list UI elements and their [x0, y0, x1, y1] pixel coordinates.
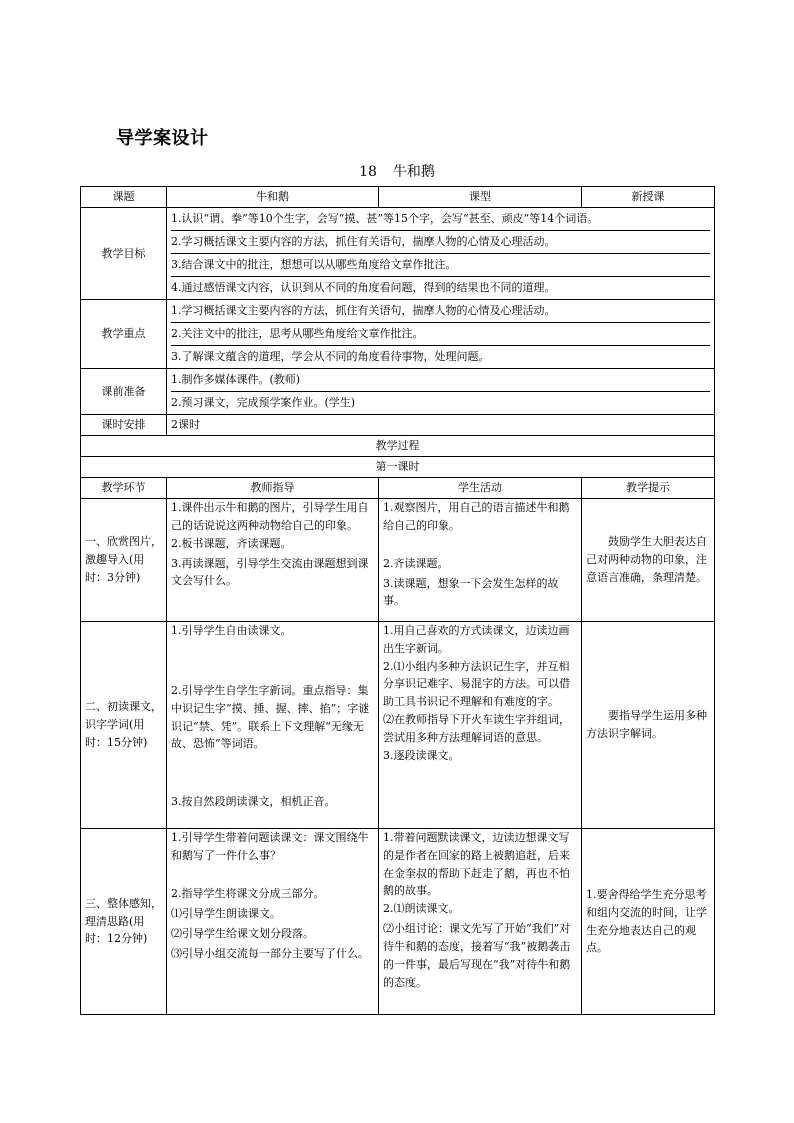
teacher-guidance: [167, 499, 379, 622]
student-activity: [379, 829, 582, 1015]
teacher-item: 2.指导学生将课文分成三部分。: [171, 886, 325, 900]
teaching-tip: 鼓励学生大胆表达自己对两种动物的印象，注意语言准确，条理清楚。: [582, 499, 715, 622]
student-item: 1.用自己喜欢的方式读课文，边读边画出生字新词。: [383, 624, 570, 655]
header-student: 学生活动: [379, 478, 582, 499]
header-tip: 教学提示: [582, 478, 715, 499]
header-teacher: 教师指导: [167, 478, 379, 499]
goals-cell: [167, 208, 715, 300]
student-activity: [379, 622, 582, 829]
student-activity: [379, 499, 582, 622]
student-item: 3.读课题，想象一下会发生怎样的故事。: [383, 576, 559, 608]
step-name: 二、初读课文，识字学词(用时：15分钟): [81, 622, 167, 829]
step-name: 三、整体感知，理清思路(用时：12分钟): [81, 829, 167, 1015]
teacher-guidance: [167, 622, 379, 829]
lesson-name: 牛和鹅: [392, 164, 435, 180]
student-item: 1.带着问题默读课文，边读边想课文写的是作者在回家的路上被鹅追赶，后来在金奎叔的帮助下赶走了鹅，再也不怕鹅的故事。: [383, 831, 570, 898]
goal-item: 4.通过感悟课文内容，认识到从不同的角度看问题，得到的结果也不同的道理。: [171, 281, 556, 294]
student-item: ⑵小组讨论：课文先写了开始“我们”对待牛和鹅的态度，接着写“我”被鹅袭击的一件事，最后写现在“我”对待牛和鹅的态度。: [383, 922, 571, 989]
label-key-points: 教学重点: [81, 300, 167, 369]
student-item: 1.观察图片，用自己的语言描述牛和鹅给自己的印象。: [383, 501, 570, 532]
topic-value: 牛和鹅: [167, 187, 379, 208]
label-type: 课型: [379, 187, 582, 208]
lesson-number: 18: [359, 164, 377, 180]
preparation-cell: [167, 369, 715, 415]
lesson-plan-table: [80, 186, 715, 1015]
key-point-item: 1.学习概括课文主要内容的方法，抓住有关语句，揣摩人物的心情及心理活动。: [171, 300, 710, 323]
teacher-guidance: [167, 829, 379, 1015]
goal-item: 1.认识“谓、拳”等10个生字，会写“摸、甚”等15个字，会写“甚至、顽皮”等14个词语。: [171, 208, 710, 231]
student-item: ⑵在教师指导下开火车读生字并组词，尝试用多种方法理解词语的意思。: [383, 713, 570, 744]
type-value: 新授课: [582, 187, 715, 208]
teacher-item: 1.引导学生带着问题读课文：课文围绕牛和鹅写了一件什么事？: [171, 831, 369, 862]
teacher-item: 2.引导学生自学生字新词。重点指导：集中识记生字“摸、捶、握、摔、掐”；字谜识记“禁、凭”。联系上下文理解“无缘无故、恐怖”等词语。: [171, 684, 370, 751]
label-hours: 课时安排: [81, 415, 167, 436]
student-item: 2.齐读课题。: [383, 556, 449, 570]
teacher-item: 1.引导学生自由读课文。: [171, 624, 292, 637]
session-title: 第一课时: [81, 457, 715, 478]
teacher-item: 3.再读课题，引导学生交流由课题想到课文会写什么。: [171, 556, 369, 588]
prep-item: 2.预习课文，完成预学案作业。(学生): [171, 396, 356, 409]
key-point-item: 2.关注文中的批注，思考从哪些角度给文章作批注。: [171, 323, 710, 346]
student-item: 2.⑴朗读课文。: [383, 902, 460, 916]
teacher-item: ⑵引导学生给课文划分段落。: [171, 926, 314, 940]
key-point-item: 3.了解课文蕴含的道理，学会从不同的角度看待事物，处理问题。: [171, 350, 490, 363]
step-name: 一、欣赏图片，激趣导入(用时：3分钟): [81, 499, 167, 622]
goal-item: 3.结合课文中的批注，想想可以从哪些角度给文章作批注。: [171, 254, 710, 277]
document-title: 导学案设计: [116, 128, 209, 149]
prep-item: 1.制作多媒体课件。(教师): [171, 369, 710, 392]
label-preparation: 课前准备: [81, 369, 167, 415]
teaching-tip: 1.要舍得给学生充分思考和组内交流的时间，让学生充分地表达自己的观点。: [582, 829, 715, 1015]
teaching-tip: 要指导学生运用多种方法识字解词。: [582, 622, 715, 829]
student-item: 2.⑴小组内多种方法识记生字，并互相分享识记难字、易混字的方法。可以借助工具书识记不理解和有难度的字。: [383, 659, 570, 709]
goal-item: 2.学习概括课文主要内容的方法，抓住有关语句，揣摩人物的心情及心理活动。: [171, 231, 710, 254]
teacher-item: ⑴引导学生朗读课文。: [171, 906, 281, 920]
header-step: 教学环节: [81, 478, 167, 499]
teacher-item: 1.课件出示牛和鹅的图片，引导学生用自己的话说说这两种动物给自己的印象。: [171, 501, 369, 532]
process-title: 教学过程: [81, 436, 715, 457]
teacher-item: ⑶引导小组交流每一部分主要写了什么。: [171, 946, 369, 960]
student-item: 3.逐段读课文。: [383, 748, 460, 762]
label-topic: 课题: [81, 187, 167, 208]
teacher-item: 2.板书课题，齐读课题。: [171, 536, 292, 550]
teacher-item: 3.按自然段朗读课文，相机正音。: [171, 795, 336, 809]
lesson-title: [0, 161, 794, 181]
hours-value: 2课时: [167, 415, 715, 436]
label-goals: 教学目标: [81, 208, 167, 300]
key-points-cell: [167, 300, 715, 369]
